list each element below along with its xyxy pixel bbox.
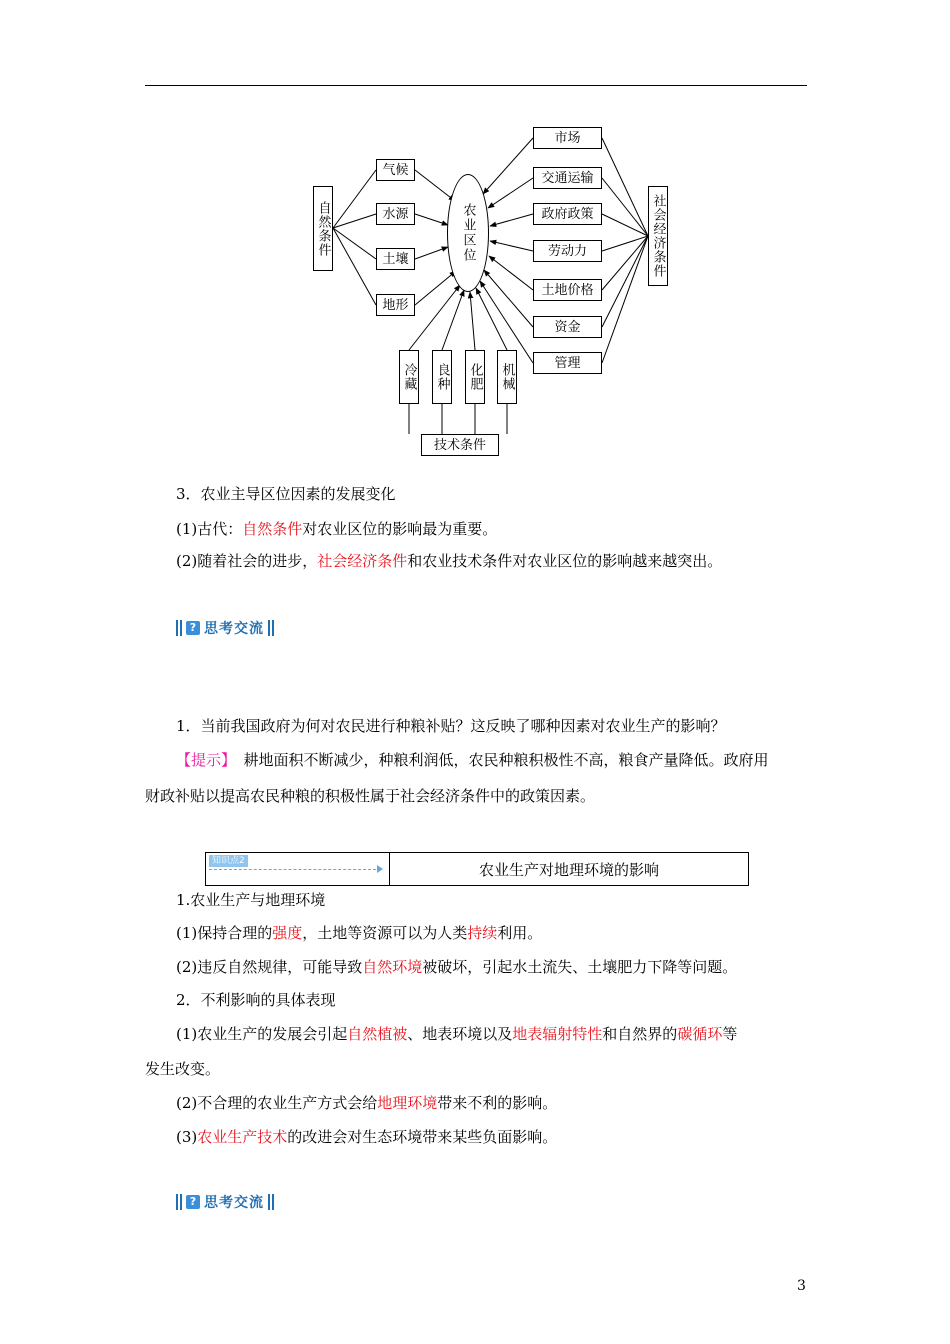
question-1: 1．当前我国政府为何对农民进行种粮补贴？这反映了哪种因素对农业生产的影响？: [176, 717, 726, 735]
tech-item-refrigeration: 冷藏: [399, 350, 419, 404]
question-icon: ?: [186, 621, 200, 635]
social-item-management: 管理: [533, 352, 602, 374]
natural-item-climate: 气候: [376, 159, 415, 181]
section3-heading: 3．农业主导区位因素的发展变化: [176, 485, 396, 503]
social-item-market: 市场: [533, 127, 602, 149]
section3-item2: (2)随着社会的进步，社会经济条件和农业技术条件对农业区位的影响越来越突出。: [176, 552, 723, 570]
knowledge-point-title: 农业生产对地理环境的影响: [478, 860, 659, 879]
tech-conditions-box: 技术条件: [421, 434, 499, 456]
tech-item-machinery: 机械: [497, 350, 517, 404]
think-discuss-header: ? 思考交流: [176, 619, 276, 637]
social-item-transport: 交通运输: [533, 167, 602, 189]
social-item-land-price: 土地价格: [533, 279, 602, 301]
page-number: 3: [797, 1278, 806, 1294]
arrow-icon: [209, 869, 381, 870]
env-item-3: (1)农业生产的发展会引起自然植被、地表环境以及地表辐射特性和自然界的碳循环等: [176, 1025, 738, 1043]
social-item-labor: 劳动力: [533, 240, 602, 262]
env-item-4: (2)不合理的农业生产方式会给地理环境带来不利的影响。: [176, 1094, 558, 1112]
social-conditions-box: 社会经济条件: [648, 186, 668, 286]
knowledge-point-tag: 知识点2: [209, 855, 248, 867]
answer-1-line1: 【提示】 耕地面积不断减少，种粮利润低，农民种粮积极性不高，粮食产量降低。政府用: [176, 751, 769, 769]
think-discuss-header-2: ? 思考交流: [176, 1193, 276, 1211]
social-item-capital: 资金: [533, 316, 602, 338]
social-item-policy: 政府政策: [533, 203, 602, 225]
env-heading-1: 1.农业生产与地理环境: [176, 891, 326, 909]
env-item-2: (2)违反自然规律，可能导致自然环境被破坏，引起水土流失、土壤肥力下降等问题。: [176, 958, 738, 976]
tech-item-fertilizer: 化肥: [465, 350, 485, 404]
knowledge-point-header: [205, 852, 749, 886]
env-item-1: (1)保持合理的强度，土地等资源可以为人类持续利用。: [176, 924, 543, 942]
env-heading-2: 2．不利影响的具体表现: [176, 991, 336, 1009]
question-icon: ?: [186, 1195, 200, 1209]
natural-item-water: 水源: [376, 203, 415, 225]
section3-item1: (1)古代：自然条件对农业区位的影响最为重要。: [176, 520, 498, 538]
answer-1-line2: 财政补贴以提高农民种粮的积极性属于社会经济条件中的政策因素。: [145, 787, 596, 805]
env-item-5: (3)农业生产技术的改进会对生态环境带来某些负面影响。: [176, 1128, 558, 1146]
tech-item-seeds: 良种: [432, 350, 452, 404]
env-item-3-cont: 发生改变。: [145, 1060, 221, 1078]
natural-item-soil: 土壤: [376, 248, 415, 270]
natural-item-terrain: 地形: [376, 294, 415, 316]
center-agri-location: 农业区位: [447, 174, 489, 292]
natural-conditions-box: 自然条件: [313, 186, 333, 271]
